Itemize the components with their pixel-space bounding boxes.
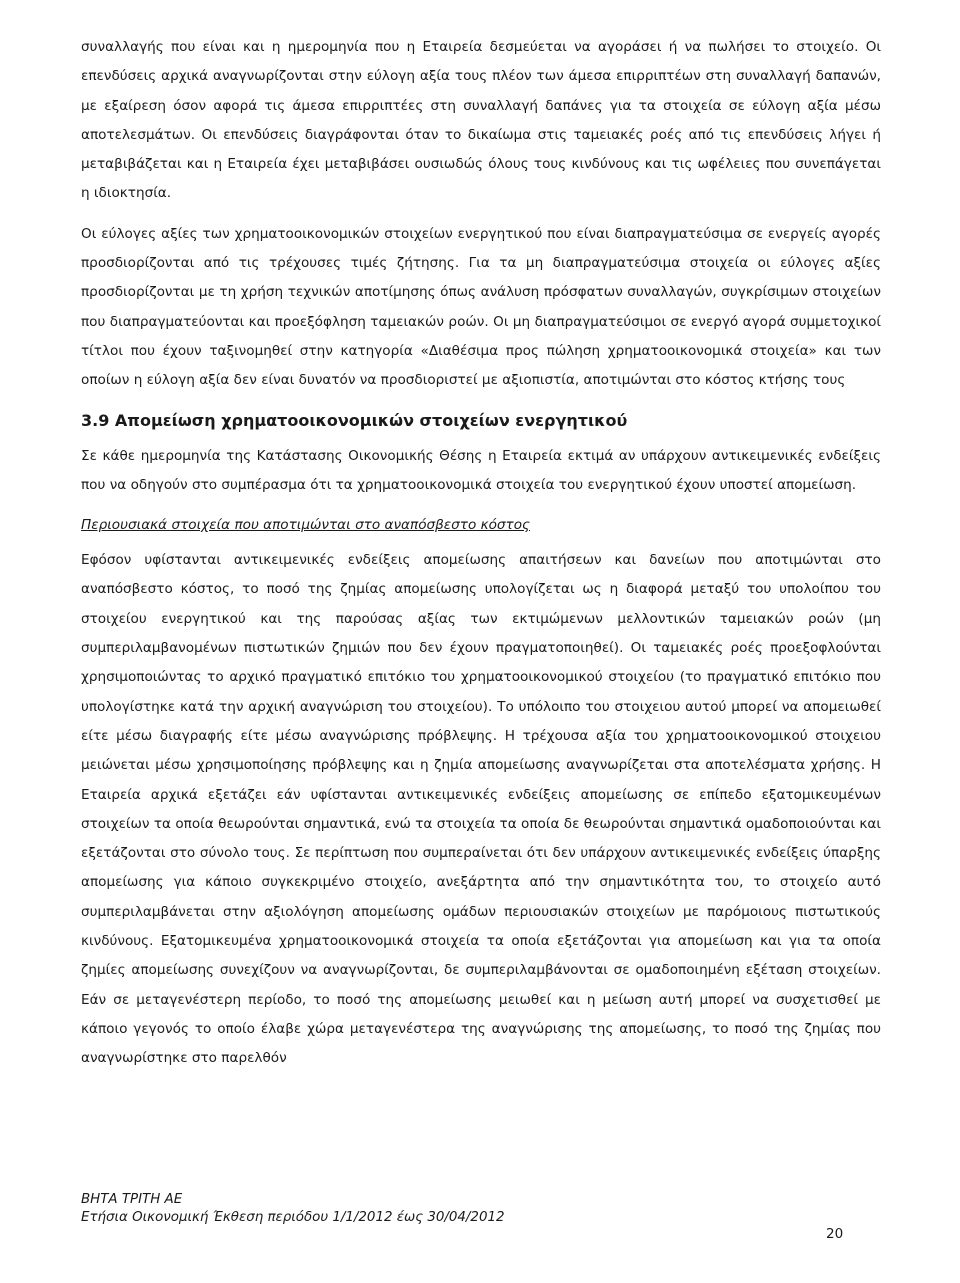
footer-report-title: Ετήσια Οικονομική Έκθεση περιόδου 1/1/2012 έως 30/04/2012 — [81, 1210, 505, 1225]
paragraph-investments-recognition: συναλλαγής που είναι και η ημερομηνία που η Εταιρεία δεσμεύεται να αγοράσει ή να πωλήσει το στοιχείο. Οι επενδύσεις αρχικά αναγνωρίζονται στην εύλογη αξία τους πλέον των άμεσα επιρριπτέων στη συναλλαγή δαπανών, με εξαίρεση όσον αφορά τις άμεσα επιρριπτέες στη συναλλαγή δαπάνες για τα στοιχεία σε εύλογη αξία μέσω αποτελεσμάτων. Οι επενδύσεις διαγράφονται όταν το δικαίωμα στις ταμειακές ροές από τις επενδύσεις λήγει ή μεταβιβάζεται και η Εταιρεία έχει μεταβιβάσει ουσιωδώς όλους τους κινδύνους και τις ωφέλειες που συνεπάγεται η ιδιοκτησία. — [81, 39, 881, 202]
section-intro: Σε κάθε ημερομηνία της Κατάστασης Οικονομικής Θέσης η Εταιρεία εκτιμά αν υπάρχουν αντικειμενικές ενδείξεις που να οδηγούν στο συμπέρασμα ότι τα χρηματοοικονομικά στοιχεία του ενεργητικού έχουν υποστεί απομείωση. — [81, 447, 881, 493]
subsection-text: Εφόσον υφίστανται αντικειμενικές ενδείξεις απομείωσης απαιτήσεων και δανείων που αποτιμώνται στο αναπόσβεστο κόστος, το ποσό της ζημίας απομείωσης υπολογίζεται ως η διαφορά μεταξύ του υπολοίπου του στοιχείου ενεργητικού και της παρούσας αξίας των εκτιμώμενων μελλοντικών ταμειακών ροών (μη συμπεριλαμβανομένων πιστωτικών ζημιών που δεν έχουν πραγματοποιηθεί). Οι ταμειακές ροές προεξοφλούνται χρησιμοποιώντας το αρχικό πραγματικό επιτόκιο του χρηματοοικονομικού στοιχείου (το πραγματικό επιτόκιο που υπολογίστηκε κατά την αρχική αναγνώριση του στοιχείου). Το υπόλοιπο του στοιχειου αυτού μπορεί να απομειωθεί είτε μέσω διαγραφής είτε μέσω αναγνώρισης πρόβλεψης. Η τρέχουσα αξία του χρηματοοικονομικού στοιχειου μειώνεται μέσω χρησιμοποίησης πρόβλεψης και η ζημία απομείωσης αναγνωρίζεται στα αποτελέσματα χρήσης. Η Εταιρεία αρχικά εξετάζει εάν υφίστανται αντικειμενικές ενδείξεις απομείωσης σε επίπεδο εξατομικευμένων στοιχείων τα οποία θεωρούνται σημαντικά, ενώ τα στοιχεία τα οποία δε θεωρούνται σημαντικά ομαδοποιούνται και εξετάζονται στο σύνολο τους. Σε περίπτωση που συμπεραίνεται ότι δεν υπάρχουν αντικειμενικές ενδείξεις ύπαρξης απομείωσης για κάποιο συγκεκριμένο στοιχείο, ανεξάρτητα από την σημαντικότητα του, το στοιχείο αυτό συμπεριλαμβάνεται στην αξιολόγηση απομείωσης ομάδων περιουσιακών στοιχείων με παρόμοιους πιστωτικούς κινδύνους. Εξατομικευμένα χρηματοοικονομικά στοιχεία τα οποία εξετάζονται για απομείωση και για τα οποία ζημίες απομείωσης συνεχίζουν να αναγνωρίζονται, δε συμπεριλαμβάνονται σε ομαδοποιημένη εξέταση στοιχείων. Εάν σε μεταγενέστερη περίοδο, το ποσό της απομείωσης μειωθεί και η μείωση αυτή μπορεί να συσχετισθεί με κάποιο γεγονός το οποίο έλαβε χώρα μεταγενέστερα της αναγνώρισης της απομείωσης, το ποσό της ζημίας που αναγνωρίστηκε στο παρελθόν — [81, 552, 881, 1067]
paragraph-fair-values: Οι εύλογες αξίες των χρηματοοικονομικών στοιχείων ενεργητικού που είναι διαπραγματεύσιμα σε ενεργείς αγορές προσδιορίζονται από τις τρέχουσες τιμές ζήτησης. Για τα μη διαπραγματεύσιμα στοιχεία οι εύλογες αξίες προσδιορίζονται με τη χρήση τεχνικών αποτίμησης όπως ανάλυση πρόσφατων συναλλαγών, συγκρίσιμων στοιχείων που διαπραγματεύονται και προεξόφληση ταμειακών ροών. Οι μη διαπραγματεύσιμοι σε ενεργό αγορά συμμετοχικοί τίτλοι που έχουν ταξινομηθεί στην κατηγορία «Διαθέσιμα προς πώληση χρηματοοικονομικά στοιχεία» και των οποίων η εύλογη αξία δεν είναι δυνατόν να προσδιοριστεί με αξιοπιστία, αποτιμώνται στο κόστος κτήσης τους — [81, 225, 881, 389]
page-footer — [81, 1191, 861, 1227]
page-number: 20 — [826, 1226, 844, 1242]
section-heading: 3.9 Απομείωση χρηματοοικονομικών στοιχείων ενεργητικού — [81, 410, 628, 430]
subsection-heading: Περιουσιακά στοιχεία που αποτιμώνται στο αναπόσβεστο κόστος — [81, 517, 531, 534]
document-body — [81, 33, 881, 1074]
footer-company: ΒΗΤΑ ΤΡΙΤΗ ΑΕ — [81, 1192, 183, 1207]
